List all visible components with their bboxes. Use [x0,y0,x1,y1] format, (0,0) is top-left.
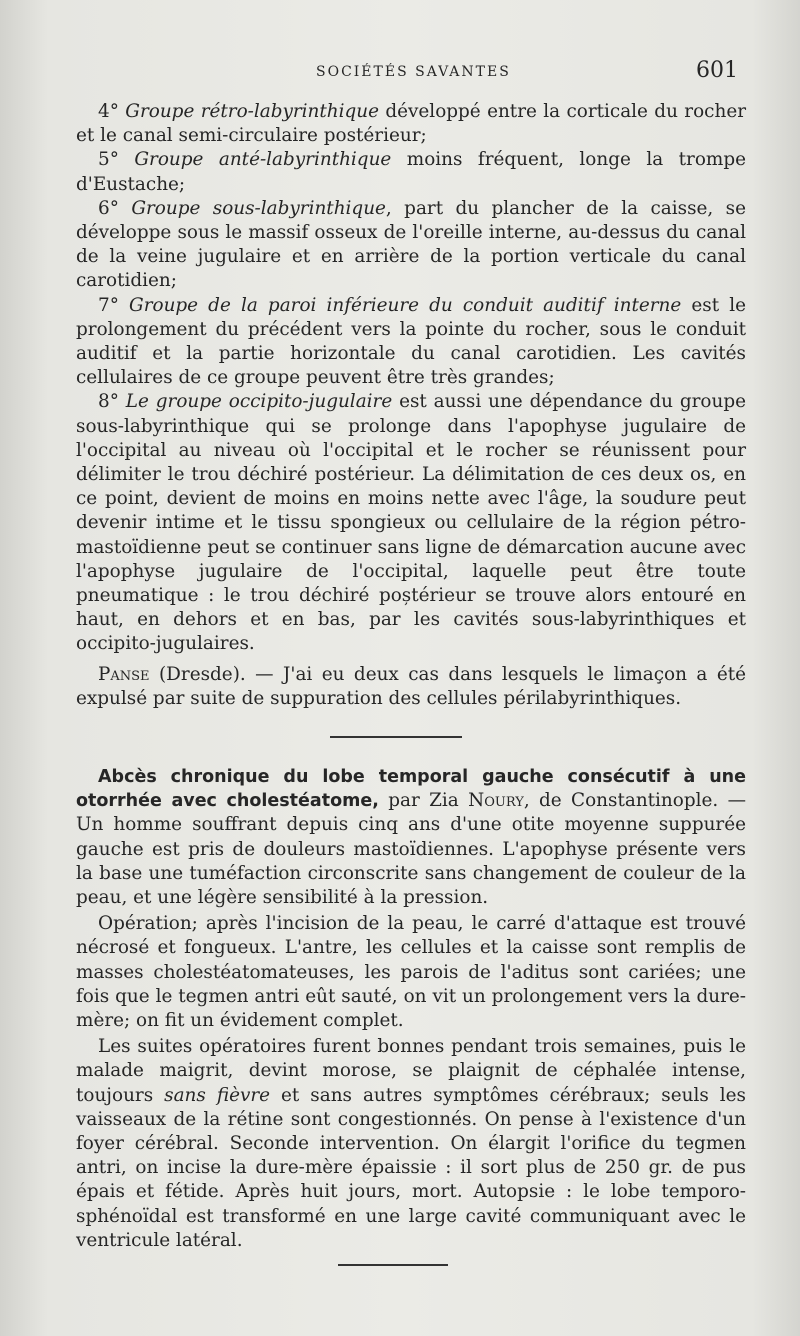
cell-groups-section [76,100,746,711]
section-divider [330,736,462,738]
paragraph-group-8: 8° Le groupe occipito-jugulaire est aussi une dépendance du groupe sous-labyrinthique qui se prolonge dans l'apophyse jugulaire de l'occipital au niveau où l'occipital et le rocher se réunissent pour délimiter le trou déchiré postérieur. La délimitation de ces deux os, en ce point, devient de moins en moins nette avec l'âge, la soudure peut devenir intime et le tissu spongieux ou cellulaire de la région pétro-mastoïdienne peut se continuer sans ligne de démarcation aucune avec l'apophyse jugulaire de l'occipital, laquelle peut être toute pneumatique : le trou déchiré poștérieur se trouve alors entouré en haut, en dehors et en bas, par les cavités sous-labyrinthiques et occipito-jugulaires. [76,391,746,655]
paragraph-group-7: 7° Groupe de la paroi inférieure du conduit auditif interne est le prolongement du précédent vers la pointe du rocher, sous le conduit auditif et la partie horizontale du canal carotidien. Les cavités cellulaires de ce groupe peuvent être très grandes; [76,294,746,389]
paragraph-group-5: 5° Groupe anté-labyrinthique moins fréquent, longe la trompe d'Eustache; [76,149,746,195]
end-divider [338,1264,448,1266]
paragraph-panse: Panse (Dresde). — J'ai eu deux cas dans lesquels le limaçon a été expulsé par suite de suppuration des cellules périlabyrinthiques. [76,663,746,709]
article-author: Noury [468,790,524,812]
article-abces [76,765,746,1255]
article-operation-paragraph: Opération; après l'incision de la peau, le carré d'attaque est trouvé nécrosé et fongueux. L'antre, les cellules et la caisse sont remplis de masses cholestéatomateuses, les parois de l'aditus sont cariées; une fois que le tegmen antri eût sauté, on vit un prolongement vers la dure-mère; on fit un évidement complet. [76,913,746,1032]
paragraph-group-6: 6° Groupe sous-labyrinthique, part du plancher de la caisse, se développe sous le massif osseux de l'oreille interne, au-dessus du canal de la veine jugulaire et en arrière de la portion verticale du canal carotidien; [76,197,746,292]
article-outcome-paragraph: Les suites opératoires furent bonnes pendant trois semaines, puis le malade maigrit, devint morose, se plaignit de céphalée intense, toujours sans fièvre et sans autres symptômes cérébraux; seuls les vaisseaux de la rétine sont congestionnés. On pense à l'existence d'un foyer cérébral. Seconde intervention. On élargit l'orifice du tegmen antri, on incise la dure-mère épaissie : il sort plus de 250 gr. de pus épais et fétide. Après huit jours, mort. Autopsie : le lobe temporo-sphénoïdal est transformé en une large cavité communiquant avec le ventricule latéral. [76,1036,746,1251]
paragraph-group-4: 4° Groupe rétro-labyrinthique développé entre la corticale du rocher et le canal semi-circulaire postérieur; [76,101,746,147]
page-header [76,58,746,88]
article-title: Abcès chronique du lobe temporal gauche consécutif à une otorrhée avec cholestéatome, [76,767,746,812]
article-intro-paragraph: Abcès chronique du lobe temporal gauche consécutif à une otorrhée avec cholestéatome, par Zia Noury, de Constantinople. — Un homme souffrant depuis cinq ans d'une otite moyenne suppurée gauche est pris de douleurs mastoïdiennes. L'apophyse présente vers la base une tuméfaction circonscrite sans changement de couleur de la peau, et une légère sensibilité à la pression. [76,767,746,909]
author-panse: Panse [98,663,150,685]
page-number: 601 [696,58,738,83]
running-title: SOCIÉTÉS SAVANTES [316,64,511,80]
